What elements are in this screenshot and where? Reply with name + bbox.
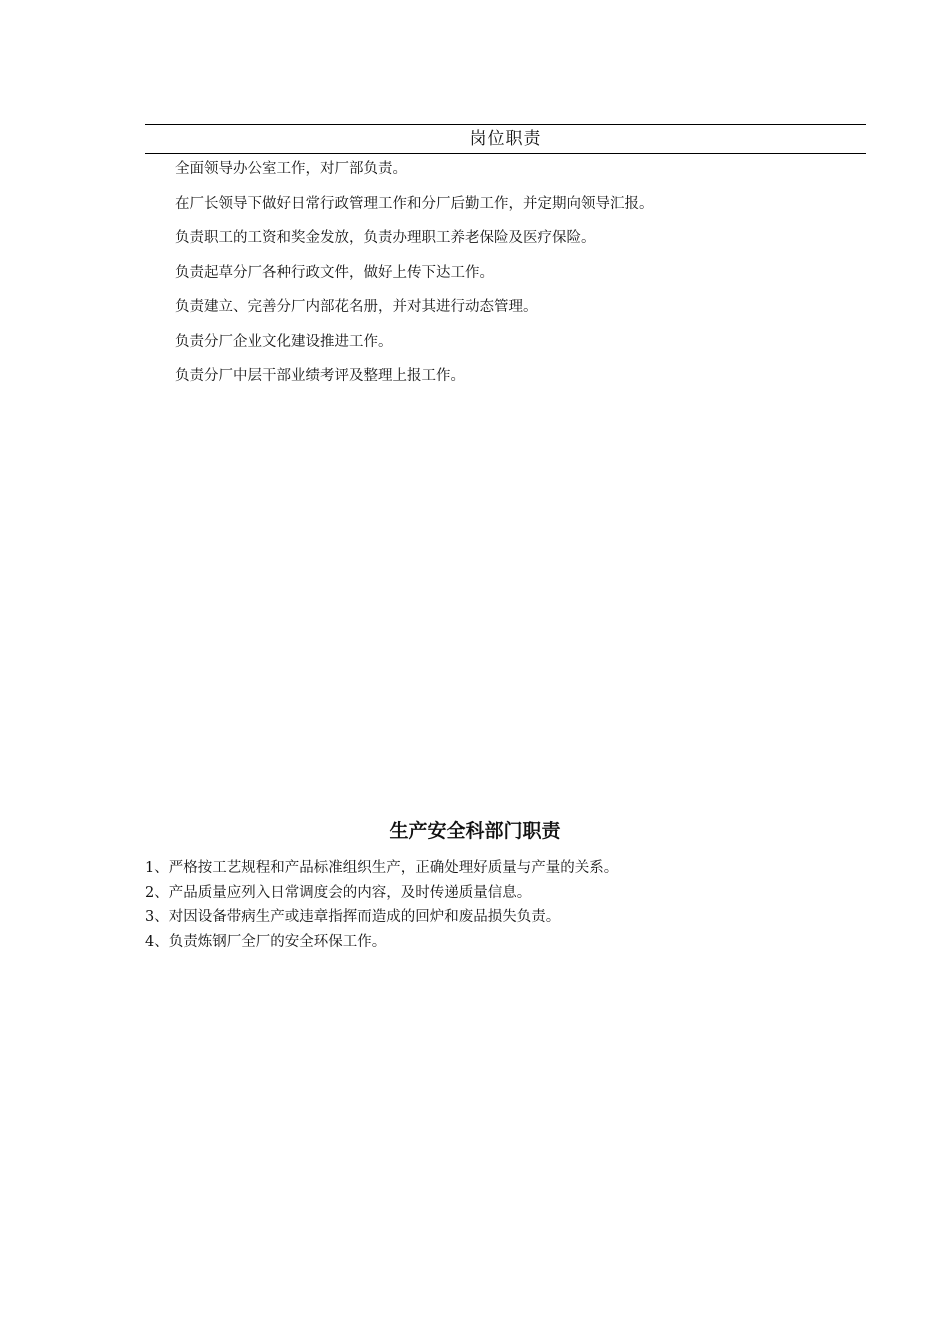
duty-item: 全面领导办公室工作，对厂部负责。	[175, 161, 407, 177]
production-safety-title: 生产安全科部门职责	[389, 820, 561, 842]
duty-item: 负责分厂中层干部业绩考评及整理上报工作。	[175, 368, 465, 384]
dept-duty-item: 4、负责炼钢厂全厂的安全环保工作。	[145, 933, 387, 950]
dept-duty-item: 1、严格按工艺规程和产品标准组织生产，正确处理好质量与产量的关系。	[145, 860, 619, 876]
duty-item: 在厂长领导下做好日常行政管理工作和分厂后勤工作，并定期向领导汇报。	[175, 195, 654, 212]
duty-item: 负责职工的工资和奖金发放，负责办理职工养老保险及医疗保险。	[175, 230, 596, 246]
production-safety-duties-list	[145, 856, 865, 954]
duty-item: 负责分厂企业文化建设推进工作。	[175, 333, 393, 350]
duty-item: 负责起草分厂各种行政文件，做好上传下达工作。	[175, 264, 494, 281]
job-duties-header: 岗位职责	[145, 124, 866, 154]
duty-item: 负责建立、完善分厂内部花名册，并对其进行动态管理。	[175, 299, 538, 315]
dept-duty-item: 3、对因设备带病生产或违章指挥而造成的回炉和废品损失负责。	[145, 909, 561, 925]
job-duties-list	[175, 157, 865, 399]
dept-duty-item: 2、产品质量应列入日常调度会的内容，及时传递质量信息。	[145, 884, 532, 901]
